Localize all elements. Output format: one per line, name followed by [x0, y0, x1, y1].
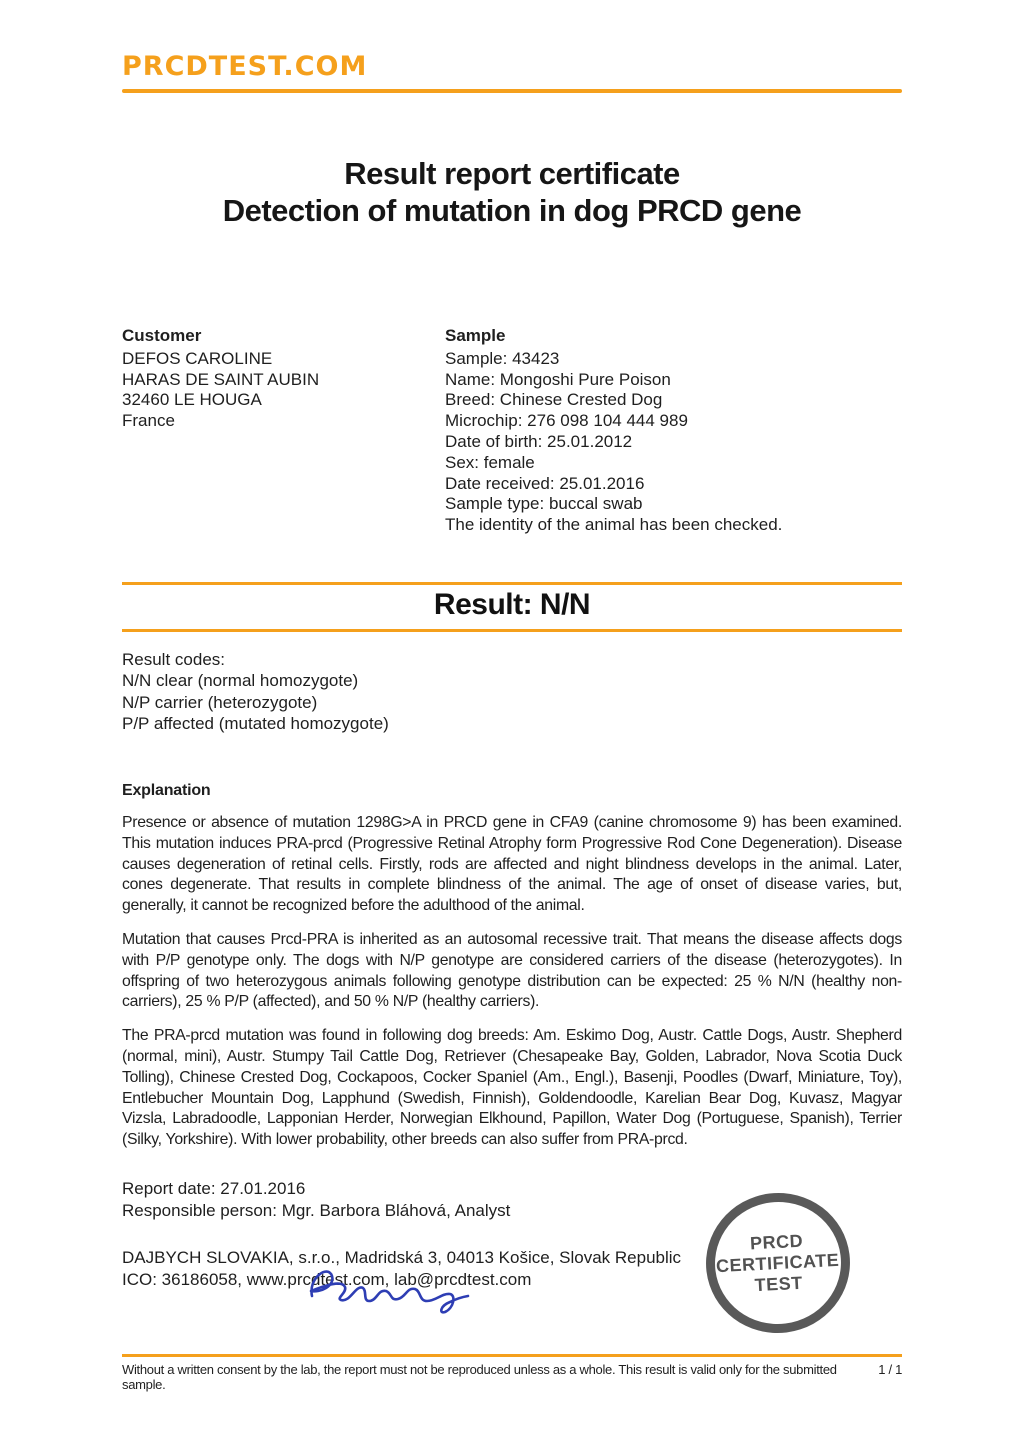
- header-rule: [122, 89, 902, 93]
- sample-line: Microchip: 276 098 104 444 989: [445, 411, 688, 431]
- certificate-stamp-text: [715, 1228, 841, 1297]
- result-code-line: N/P carrier (heterozygote): [122, 692, 318, 712]
- responsible-person: Responsible person: Mgr. Barbora Bláhová, Analyst: [122, 1200, 511, 1220]
- result-codes-title: Result codes:: [122, 649, 225, 669]
- customer-line: France: [122, 411, 175, 431]
- stamp-line: PRCD: [749, 1230, 804, 1253]
- explanation-paragraph: Mutation that causes Prcd-PRA is inherited as an autosomal recessive trait. That means the disease affects dogs with P/P genotype only. The dogs with N/P genotype are considered carriers of the disease (heterozygotes). In offspring of two heterozygous animals following genotype distribution can be expected: 25 % N/N (healthy non-carriers), 25 % P/P (affected), and 50 % N/P (healthy carriers).: [122, 930, 902, 1011]
- customer-section: [122, 326, 445, 536]
- page-title-line1: Result report certificate: [344, 156, 680, 191]
- sample-line: Date of birth: 25.01.2012: [445, 431, 633, 451]
- customer-line: DEFOS CAROLINE: [122, 348, 273, 368]
- sample-line: Breed: Chinese Crested Dog: [445, 390, 663, 410]
- customer-line: HARAS DE SAINT AUBIN: [122, 369, 320, 389]
- company-address: DAJBYCH SLOVAKIA, s.r.o., Madridská 3, 04013 Košice, Slovak Republic: [122, 1247, 682, 1267]
- result-codes: [122, 649, 902, 735]
- explanation-paragraph: Presence or absence of mutation 1298G>A in PRCD gene in CFA9 (canine chromosome 9) has been examined. This mutation induces PRA-prcd (Progressive Retinal Atrophy form Progressive Rod Cone Degeneration). Disease causes degeneration of retinal cells. Firstly, rods are affected and night blindness develops in the animal. Later, cones degenerate. That results in complete blindness of the animal. The age of onset of disease varies, but, generally, it cannot be recognized before the adulthood of the animal.: [122, 813, 902, 915]
- result-banner: Result: N/N: [122, 582, 902, 632]
- sample-heading: Sample: [445, 326, 506, 345]
- sample-line: Sample: 43423: [445, 348, 560, 368]
- result-code-line: P/P affected (mutated homozygote): [122, 714, 389, 734]
- page-number: 1 / 1: [878, 1362, 902, 1377]
- stamp-line: TEST: [754, 1272, 804, 1295]
- page-title: [122, 155, 902, 229]
- sample-section: [445, 326, 902, 536]
- stamp-line: CERTIFICATE: [715, 1249, 840, 1276]
- explanation-paragraph: The PRA-prcd mutation was found in following dog breeds: Am. Eskimo Dog, Austr. Cattle Dogs, Austr. Shepherd (normal, mini), Austr. Stumpy Tail Cattle Dog, Retriever (Chesapeake Bay, Golden, Labrador, Nova Scotia Duck Tolling), Chinese Crested Dog, Cockapoos, Cocker Spaniel (Am., Engl.), Basenji, Poodles (Dwarf, Miniature, Toy), Entlebucher Mountain Dog, Lapphund (Swedish, Finnish), Goldendoodle, Karelian Bear Dog, Kuvasz, Magyar Vizsla, Labradoodle, Lapponian Herder, Norwegian Elkhound, Papillon, Water Dog (Portuguese, Spanish), Terrier (Silky, Yorkshire). With lower probability, other breeds can also suffer from PRA-prcd.: [122, 1027, 902, 1149]
- sample-line: Date received: 25.01.2016: [445, 473, 645, 493]
- explanation-heading: Explanation: [122, 781, 211, 799]
- company-ico: ICO: 36186058, www.prcdtest.com, lab@prcdtest.com: [122, 1269, 532, 1289]
- sample-line: The identity of the animal has been checked.: [445, 515, 783, 535]
- result-code-line: N/N clear (normal homozygote): [122, 671, 359, 691]
- customer-line: 32460 LE HOUGA: [122, 390, 262, 410]
- footer-disclaimer: Without a written consent by the lab, the report must not be reproduced unless as a whole. This result is valid only for the submitted sample.: [122, 1362, 837, 1392]
- logo-text: PRCDTEST.COM: [122, 51, 368, 82]
- page-footer: [122, 1354, 902, 1392]
- page-content: [122, 0, 902, 1291]
- parties-section: [122, 326, 902, 536]
- page-title-line2: Detection of mutation in dog PRCD gene: [222, 193, 802, 228]
- report-date: Report date: 27.01.2016: [122, 1178, 306, 1198]
- sample-line: Name: Mongoshi Pure Poison: [445, 369, 671, 389]
- customer-heading: Customer: [122, 326, 202, 345]
- sample-line: Sex: female: [445, 452, 535, 472]
- sample-line: Sample type: buccal swab: [445, 494, 643, 514]
